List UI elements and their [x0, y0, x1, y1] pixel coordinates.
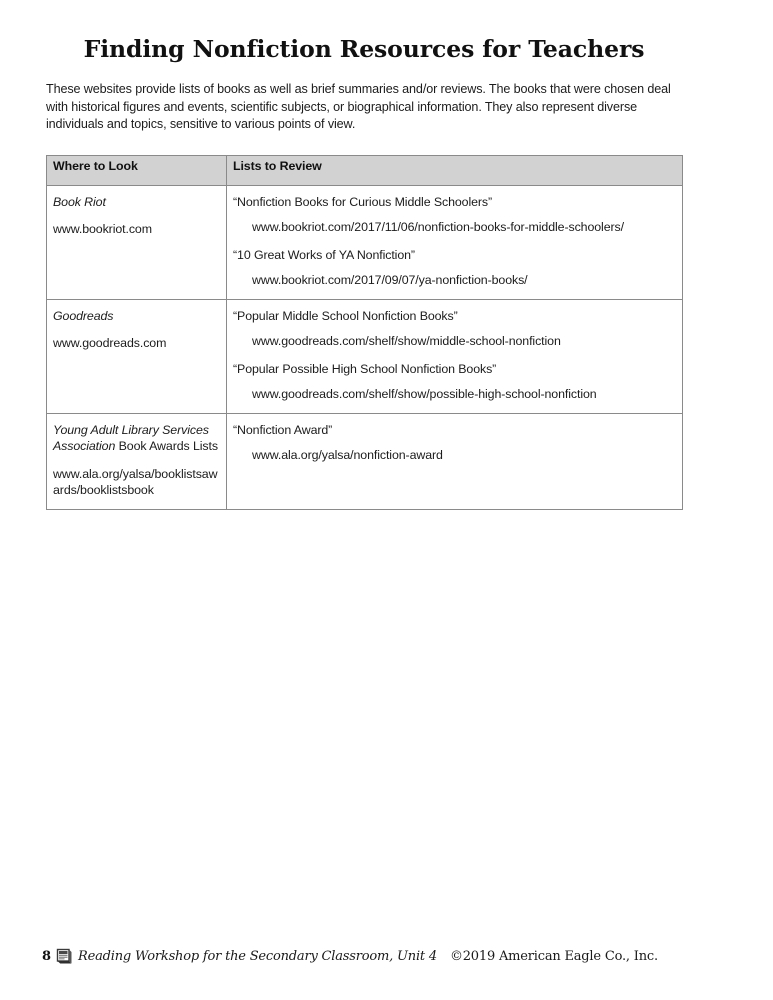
- source-name: [53, 194, 220, 211]
- lists-cell: [227, 413, 683, 509]
- source-cell: [47, 413, 227, 509]
- lists-cell: [227, 185, 683, 299]
- column-header-lists-to-review: Lists to Review: [227, 155, 683, 185]
- list-url[interactable]: www.bookriot.com/2017/09/07/ya-nonfiction-books/: [252, 273, 528, 288]
- page-number: 8: [42, 949, 52, 964]
- list-url[interactable]: www.bookriot.com/2017/11/06/nonfiction-books-for-middle-schoolers/: [252, 220, 624, 235]
- column-header-where-to-look: Where to Look: [47, 155, 227, 185]
- lists-cell: [227, 299, 683, 413]
- list-url[interactable]: www.goodreads.com/shelf/show/middle-school-nonfiction: [252, 334, 561, 349]
- footer-copyright: ©2019 American Eagle Co., Inc.: [449, 949, 658, 964]
- footer-title: Reading Workshop for the Secondary Classroom, Unit 4: [78, 949, 437, 964]
- source-cell: [47, 299, 227, 413]
- source-name-italic: Young Adult Library Services Association: [53, 422, 209, 454]
- source-name: [53, 308, 220, 325]
- source-name-italic: Goodreads: [53, 308, 114, 323]
- list-group: [233, 308, 676, 350]
- source-url[interactable]: www.ala.org/yalsa/booklistsawards/booklistsbook: [53, 466, 218, 498]
- list-title: “Nonfiction Books for Curious Middle Schoolers”: [233, 194, 493, 209]
- list-title: “Nonfiction Award”: [233, 422, 333, 437]
- list-group: [233, 194, 676, 236]
- page-title: Finding Nonfiction Resources for Teachers: [83, 35, 645, 63]
- list-group: [233, 422, 676, 464]
- page-content: [46, 36, 682, 510]
- list-title: “10 Great Works of YA Nonfiction”: [233, 247, 415, 262]
- page-footer: [42, 948, 658, 965]
- list-group: [233, 361, 676, 403]
- table-row: [47, 413, 683, 509]
- intro-paragraph: These websites provide lists of books as well as brief summaries and/or reviews. The books that were chosen deal with historical figures and events, scientific subjects, or biographical information. They also represent diverse individuals and topics, sensitive to various points of view.: [46, 82, 671, 132]
- list-title: “Popular Possible High School Nonfiction Books”: [233, 361, 497, 376]
- table-row: [47, 185, 683, 299]
- list-url[interactable]: www.goodreads.com/shelf/show/possible-high-school-nonfiction: [252, 387, 597, 402]
- list-url[interactable]: www.ala.org/yalsa/nonfiction-award: [252, 448, 443, 463]
- source-name: [53, 422, 220, 455]
- table-row: [47, 299, 683, 413]
- table-header-row: [47, 155, 683, 185]
- source-name-italic: Book Riot: [53, 194, 106, 209]
- resources-table: [46, 155, 683, 510]
- source-url[interactable]: www.goodreads.com: [53, 336, 167, 351]
- source-cell: [47, 185, 227, 299]
- table-body: [47, 185, 683, 509]
- list-title: “Popular Middle School Nonfiction Books”: [233, 308, 458, 323]
- source-name-roman: Book Awards Lists: [115, 439, 218, 454]
- list-group: [233, 247, 676, 289]
- book-logo-icon: [56, 948, 73, 965]
- source-url[interactable]: www.bookriot.com: [53, 222, 152, 237]
